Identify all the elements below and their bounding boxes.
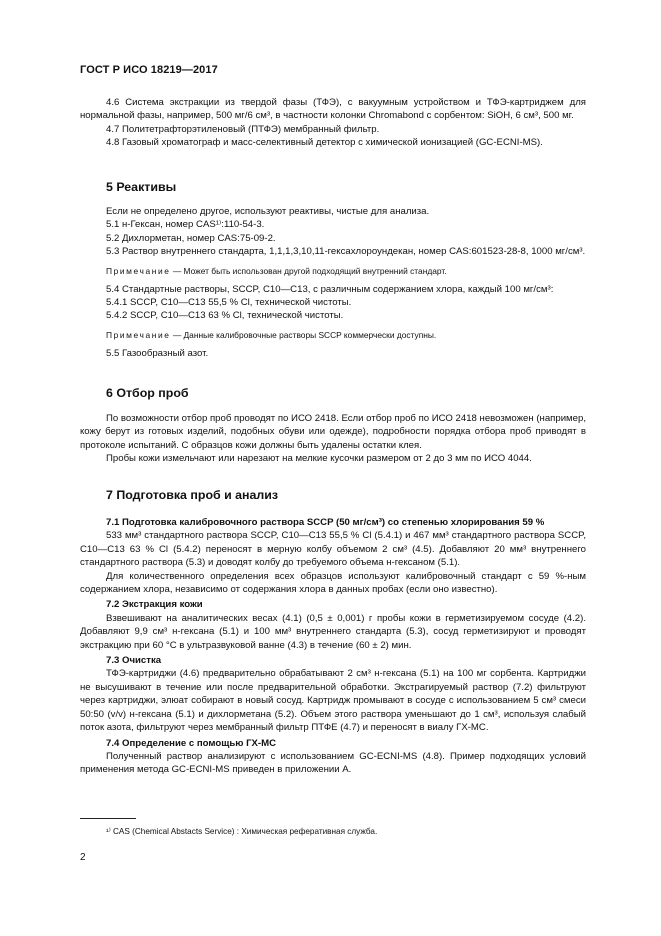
subsection-7-1-title: 7.1 Подготовка калибровочного раствора SCCP (50 мг/см³) со степенью хлорирования 59 %	[106, 517, 545, 528]
item-4-7: 4.7 Политетрафторэтиленовый (ПТФЭ) мембранный фильтр.	[106, 123, 380, 135]
footnote: ¹⁾ CAS (Chemical Abstacts Service) : Химическая реферативная служба.	[106, 827, 378, 836]
section-7-body	[80, 516, 586, 777]
item-5-4: 5.4 Стандартные растворы, SCCP, C10—C13, с различным содержанием хлора, каждый 100 мг/см³:	[106, 283, 554, 295]
subsection-7-1-para-1: 533 мм³ стандартного раствора SCCP, C10—C13 55,5 % Cl (5.4.1) и 467 мм³ стандартного раствора SCCP, C10—C13 63 % Cl (5.4.2) переносят в мерную колбу объемом 2 см³ (4.5). Добавляют 20 мм³ внутреннего стандартного раствора (5.3) и доводят колбу до требуемого объема н-гексаном (5.1).	[80, 530, 586, 569]
section-6-title: 6 Отбор проб	[106, 386, 189, 400]
note-2-label: Примечание	[106, 329, 171, 340]
subsection-7-2-title: 7.2 Экстракция кожи	[106, 599, 203, 611]
section-6-body	[80, 412, 586, 466]
page-number: 2	[80, 852, 86, 863]
subsection-7-4-para: Полученный раствор анализируют с использованием GC-ECNI-MS (4.8). Пример подходящих условий применения метода GC-ECNI-MS приведен в приложении А.	[80, 750, 586, 776]
section-6-para-1: По возможности отбор проб проводят по ИСО 2418. Если отбор проб по ИСО 2418 невозможен (например, кожу берут из готовых изделий, подобных обуви или одежде), подробности порядка отбора проб приводят в протоколе испытаний. С образцов кожи должны быть удалены остатки клея.	[80, 413, 586, 451]
item-5-5: 5.5 Газообразный азот.	[106, 347, 209, 359]
note-2-text: — Данные калибровочные растворы SCCP коммерчески доступны.	[172, 329, 437, 340]
item-5-2: 5.2 Дихлорметан, номер CAS:75-09-2.	[106, 232, 276, 244]
subsection-7-3-title: 7.3 Очистка	[106, 655, 162, 667]
item-5-1: 5.1 н-Гексан, номер CAS¹⁾:110-54-3.	[106, 219, 265, 231]
note-1-text: — Может быть использован другой подходящий внутренний стандарт.	[172, 265, 447, 276]
item-5-4-2: 5.4.2 SCCP, C10—C13 63 % Cl, технической чистоты.	[106, 310, 344, 322]
note-1	[80, 265, 586, 277]
note-2	[80, 329, 586, 341]
subsection-7-1-para-2: Для количественного определения всех образцов используют калибровочный стандарт с 59 %-ным содержанием хлора, независимо от содержания хлора в данных пробах (если оно известно).	[80, 570, 586, 596]
item-4-6: 4.6 Система экстракции из твердой фазы (ТФЭ), с вакуумным устройством и ТФЭ-картриджем для нормальной фазы, например, 500 мг/6 см³, в частности колонки Chromabond с сорбентом: SiOH, 6 см³, 500 мг.	[80, 97, 586, 122]
section-4-items	[80, 96, 586, 150]
section-5-title: 5 Реактивы	[106, 180, 177, 194]
note-1-label: Примечание	[106, 265, 171, 276]
section-6-para-2: Пробы кожи измельчают или нарезают на мелкие кусочки размером от 2 до 3 мм по ИСО 4044.	[106, 453, 532, 465]
footnote-divider	[80, 818, 136, 819]
section-5-body	[80, 205, 586, 360]
item-5-3: 5.3 Раствор внутреннего стандарта, 1,1,1,3,10,11-гексахлороундекан, номер CAS:601523-28-8, 1000 мг/см³.	[106, 246, 586, 258]
subsection-7-2-para: Взвешивают на аналитических весах (4.1) (0,5 ± 0,001) г пробы кожи в герметизируемом сосуде (4.2). Добавляют 9,9 см³ н-гексана (5.1) и 100 мм³ внутреннего стандарта (5.3), сосуд герметизируют и проводят экстракцию при 60 °C в ультразвуковой ванне (4.3) в течение (60 ± 2) мин.	[80, 612, 586, 651]
subsection-7-4-title: 7.4 Определение с помощью ГХ-МС	[106, 737, 277, 749]
item-4-8: 4.8 Газовый хроматограф и масс-селективный детектор с химической ионизацией (GC-ECNI-MS).	[106, 137, 543, 149]
item-5-4-1: 5.4.1 SCCP, C10—C13 55,5 % Cl, технической чистоты.	[106, 297, 352, 309]
subsection-7-3-para: ТФЭ-картриджи (4.6) предварительно обрабатывают 2 см³ н-гексана (5.1) на 100 мг сорбента. Картриджи не высушивают в течение или после предварительной обработки. Экстрагируемый раствор (7.2) фильтруют через картриджи, элюат собирают в новый сосуд. Картридж промывают в сосуде с использованием 5 см³ смеси 50:50 (v/v) н-гексана (5.1) и дихлорметана (5.2). Объем этого раствора уменьшают до 1 см³, используя слабый поток азота, фильтруют через мембранный фильтр ПТФЕ (4.7) и переносят в виалу ГХ-МС.	[80, 668, 586, 734]
section-5-intro: Если не определено другое, используют реактивы, чистые для анализа.	[106, 206, 430, 217]
document-header: ГОСТ Р ИСО 18219—2017	[80, 64, 218, 76]
section-7-title: 7 Подготовка проб и анализ	[106, 488, 279, 502]
